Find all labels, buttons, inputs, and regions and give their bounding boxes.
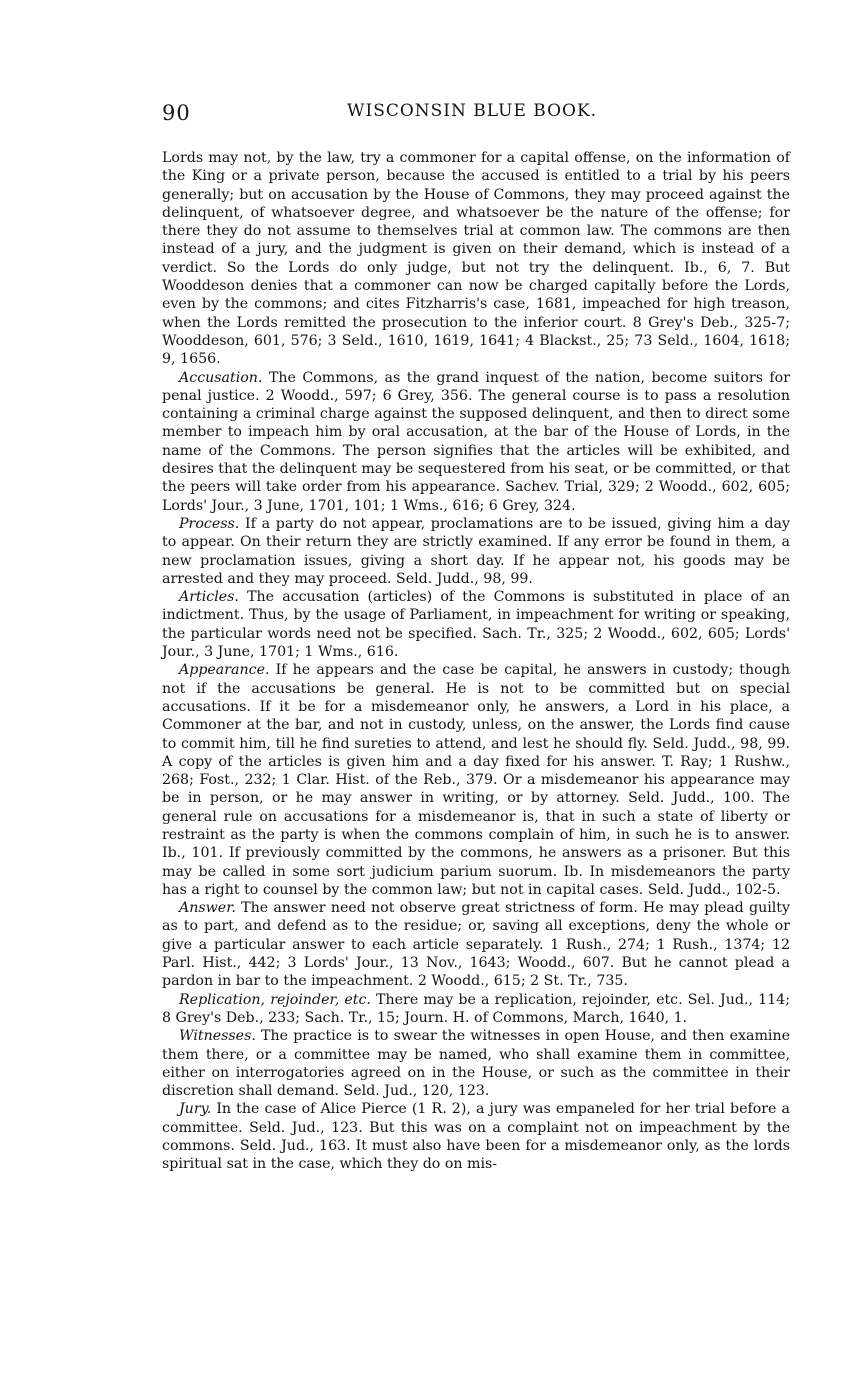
paragraph-text: There may be a replication, rejoinder, etc. Sel. Jud., 114; 8 Grey's Deb., 233; Sach. Tr., 15; Journ. H. of Commons, March, 1640, 1. bbox=[162, 991, 790, 1026]
paragraph-articles bbox=[162, 588, 790, 661]
body-text bbox=[162, 149, 790, 1174]
section-heading: Witnesses. bbox=[179, 1028, 256, 1045]
paragraph-witnesses bbox=[162, 1027, 790, 1100]
paragraph-text: Lords may not, by the law, try a commoner for a capital offense, on the information of the King or a private person, because the accused is entitled to a trial by his peers generally; but on accusation by the House of Commons, they may proceed against the delinquent, of whatsoever degree, and whatsoever be the nature of the offense; for there they do not assume to themselves trial at common law. The commons are then instead of a jury, and the judgment is given on their demand, which is instead of a verdict. So the Lords do only judge, but not try the delinquent. Ib., 6, 7. But Wooddeson denies that a commoner can now be charged capitally before the Lords, even by the commons; and cites Fitzharris's case, 1681, impeached for high treason, when the Lords remitted the prosecution to the inferior court. 8 Grey's Deb., 325-7; Wooddeson, 601, 576; 3 Seld., 1610, 1619, 1641; 4 Blackst., 25; 73 Seld., 1604, 1618; 9, 1656. bbox=[162, 150, 790, 368]
paragraph-text: If he appears and the case be capital, he answers in custody; though not if the accusations be general. He is not to be committed but on special accusations. If it be for a misdemeanor only, he answers, a Lord in his place, a Commoner at the bar, and not in custody, unless, on the answer, the Lords find cause to commit him, till he find sureties to attend, and lest he should fly. Seld. Judd., 98, 99. A copy of the articles is given him and a day fixed for his answer. T. Ray; 1 Rushw., 268; Fost., 232; 1 Clar. Hist. of the Reb., 379. Or a misdemeanor his appearance may be in person, or he may answer in writing, or by attorney. Seld. Judd., 100. The general rule on accusations for a misdemeanor is, that in such a state of liberty or restraint as the party is when the commons complain of him, in such he is to answer. Ib., 101. If previously committed by the commons, he answers as a prisoner. But this may be called in some sort judicium parium suorum. Ib. In misdemeanors the party has a right to counsel by the common law; but not in capital cases. Seld. Judd., 102-5. bbox=[162, 662, 790, 898]
section-heading: Appearance. bbox=[179, 662, 270, 679]
paragraph-jury bbox=[162, 1100, 790, 1173]
section-heading: Jury. bbox=[179, 1101, 212, 1118]
paragraph-text: The practice is to swear the witnesses in open House, and then examine them there, or a committee may be named, who shall examine them in committee, either on interrogatories agreed on in the House, or such as the committee in their discretion shall demand. Seld. Jud., 120, 123. bbox=[162, 1028, 790, 1100]
section-heading: Accusation. bbox=[179, 369, 263, 386]
section-heading: Replication, rejoinder, etc. bbox=[179, 991, 371, 1008]
paragraph-text: The answer need not observe great strictness of form. He may plead guilty as to part, and defend as to the residue; or, saving all exceptions, deny the whole or give a particular answer to each article separately. 1 Rush., 274; 1 Rush., 1374; 12 Parl. Hist., 442; 3 Lords' Jour., 13 Nov., 1643; Woodd., 607. But he cannot plead a pardon in bar to the impeachment. 2 Woodd., 615; 2 St. Tr., 735. bbox=[162, 900, 790, 990]
paragraph-answer bbox=[162, 899, 790, 990]
page-header bbox=[162, 101, 790, 127]
section-heading: Answer. bbox=[179, 900, 236, 917]
paragraph-process bbox=[162, 515, 790, 588]
running-title: WISCONSIN BLUE BOOK. bbox=[347, 101, 598, 121]
paragraph-text: In the case of Alice Pierce (1 R. 2), a jury was empaneled for her trial before a committee. Seld. Jud., 123. But this was on a complaint not on impeachment by the commons. Seld. Jud., 163. It must also have been for a misdemeanor only, as the lords spiritual sat in the case, which they do on mis- bbox=[162, 1101, 790, 1173]
page-number: 90 bbox=[162, 101, 191, 125]
section-heading: Articles. bbox=[179, 589, 239, 606]
paragraph-text: The Commons, as the grand inquest of the nation, become suitors for penal justice. 2 Woodd., 597; 6 Grey, 356. The general course is to pass a resolution containing a criminal charge against the supposed delinquent, and then to direct some member to impeach him by oral accusation, at the bar of the House of Lords, in the name of the Commons. The person signifies that the articles will be exhibited, and desires that the delinquent may be sequestered from his seat, or be committed, or that the peers will take order from his appearance. Sachev. Trial, 329; 2 Woodd., 602, 605; Lords' Jour., 3 June, 1701, 101; 1 Wms., 616; 6 Grey, 324. bbox=[162, 369, 790, 514]
paragraph-text: The accusation (articles) of the Commons is substituted in place of an indictment. Thus, by the usage of Parliament, in impeachment for writing or speaking, the particular words need not be specified. Sach. Tr., 325; 2 Woodd., 602, 605; Lords' Jour., 3 June, 1701; 1 Wms., 616. bbox=[162, 589, 790, 661]
section-heading: Process. bbox=[179, 515, 240, 532]
paragraph-replication bbox=[162, 991, 790, 1028]
paragraph-appearance bbox=[162, 661, 790, 899]
paragraph-text: If a party do not appear, proclamations are to be issued, giving him a day to appear. On their return they are strictly examined. If any error be found in them, a new proclamation issues, giving a short day. If he appear not, his goods may be arrested and they may proceed. Seld. Judd., 98, 99. bbox=[162, 515, 791, 587]
paragraph-intro bbox=[162, 149, 790, 369]
paragraph-accusation bbox=[162, 369, 790, 515]
